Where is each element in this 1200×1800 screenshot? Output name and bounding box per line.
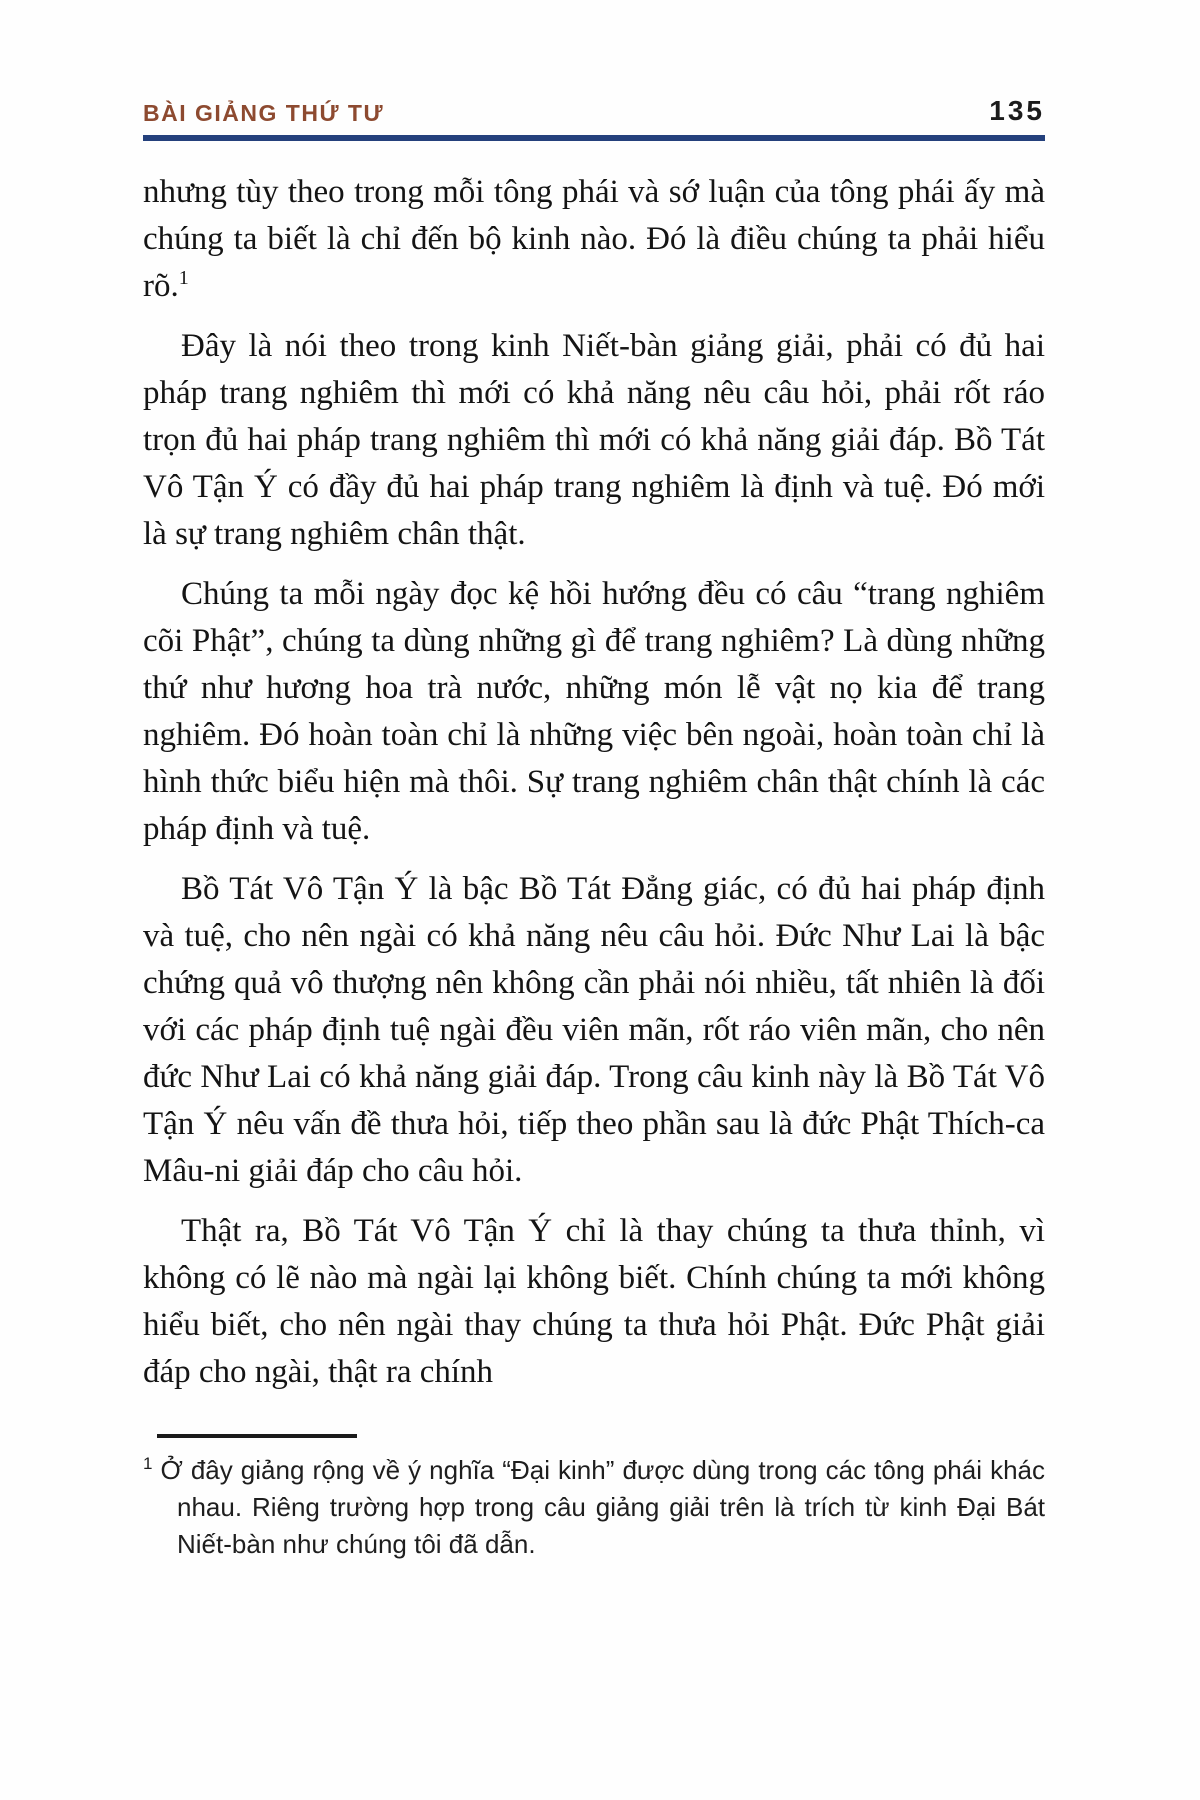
- footnote: [143, 1452, 1045, 1563]
- page-header: [143, 95, 1045, 141]
- paragraph-3: Chúng ta mỗi ngày đọc kệ hồi hướng đều có câu “trang nghiêm cõi Phật”, chúng ta dùng những gì để trang nghiêm? Là dùng những thứ như hương hoa trà nước, những món lễ vật nọ kia để trang nghiêm. Đó hoàn toàn chỉ là những việc bên ngoài, hoàn toàn chỉ là hình thức biểu hiện mà thôi. Sự trang nghiêm chân thật chính là các pháp định và tuệ.: [143, 576, 1045, 847]
- header-row: [143, 95, 1045, 127]
- paragraph-2: Đây là nói theo trong kinh Niết-bàn giảng giải, phải có đủ hai pháp trang nghiêm thì mới có khả năng nêu câu hỏi, phải rốt ráo trọn đủ hai pháp trang nghiêm thì mới có khả năng giải đáp. Bồ Tát Vô Tận Ý có đầy đủ hai pháp trang nghiêm là định và tuệ. Đó mới là sự trang nghiêm chân thật.: [143, 328, 1045, 552]
- paragraph-1: [143, 169, 1045, 310]
- paragraph-1-text: nhưng tùy theo trong mỗi tông phái và sớ luận của tông phái ấy mà chúng ta biết là chỉ đến bộ kinh nào. Đó là điều chúng ta phải hiểu rõ.: [143, 174, 1045, 304]
- paragraph-5: Thật ra, Bồ Tát Vô Tận Ý chỉ là thay chúng ta thưa thỉnh, vì không có lẽ nào mà ngài lại không biết. Chính chúng ta mới không hiểu biết, cho nên ngài thay chúng ta thưa hỏi Phật. Đức Phật giải đáp cho ngài, thật ra chính: [143, 1213, 1045, 1390]
- body-content: [143, 169, 1045, 1396]
- header-rule: [143, 135, 1045, 141]
- footnote-text: Ở đây giảng rộng về ý nghĩa “Đại kinh” được dùng trong các tông phái khác nhau. Riêng trường hợp trong câu giảng giải trên là trích từ kinh Đại Bát Niết-bàn như chúng tôi đã dẫn.: [160, 1455, 1045, 1559]
- page-number: 135: [989, 95, 1045, 126]
- running-title: BÀI GIẢNG THỨ TƯ: [143, 100, 385, 126]
- footnote-area: [143, 1434, 1045, 1563]
- footnote-ref-1: 1: [178, 267, 189, 289]
- footnote-separator: [157, 1434, 357, 1438]
- footnote-marker: 1: [143, 1454, 153, 1474]
- paragraph-4: Bồ Tát Vô Tận Ý là bậc Bồ Tát Đẳng giác, có đủ hai pháp định và tuệ, cho nên ngài có khả năng nêu câu hỏi. Đức Như Lai là bậc chứng quả vô thượng nên không cần phải nói nhiều, tất nhiên là đối với các pháp định tuệ ngài đều viên mãn, rốt ráo viên mãn, cho nên đức Như Lai có khả năng giải đáp. Trong câu kinh này là Bồ Tát Vô Tận Ý nêu vấn đề thưa hỏi, tiếp theo phần sau là đức Phật Thích-ca Mâu-ni giải đáp cho câu hỏi.: [143, 871, 1045, 1189]
